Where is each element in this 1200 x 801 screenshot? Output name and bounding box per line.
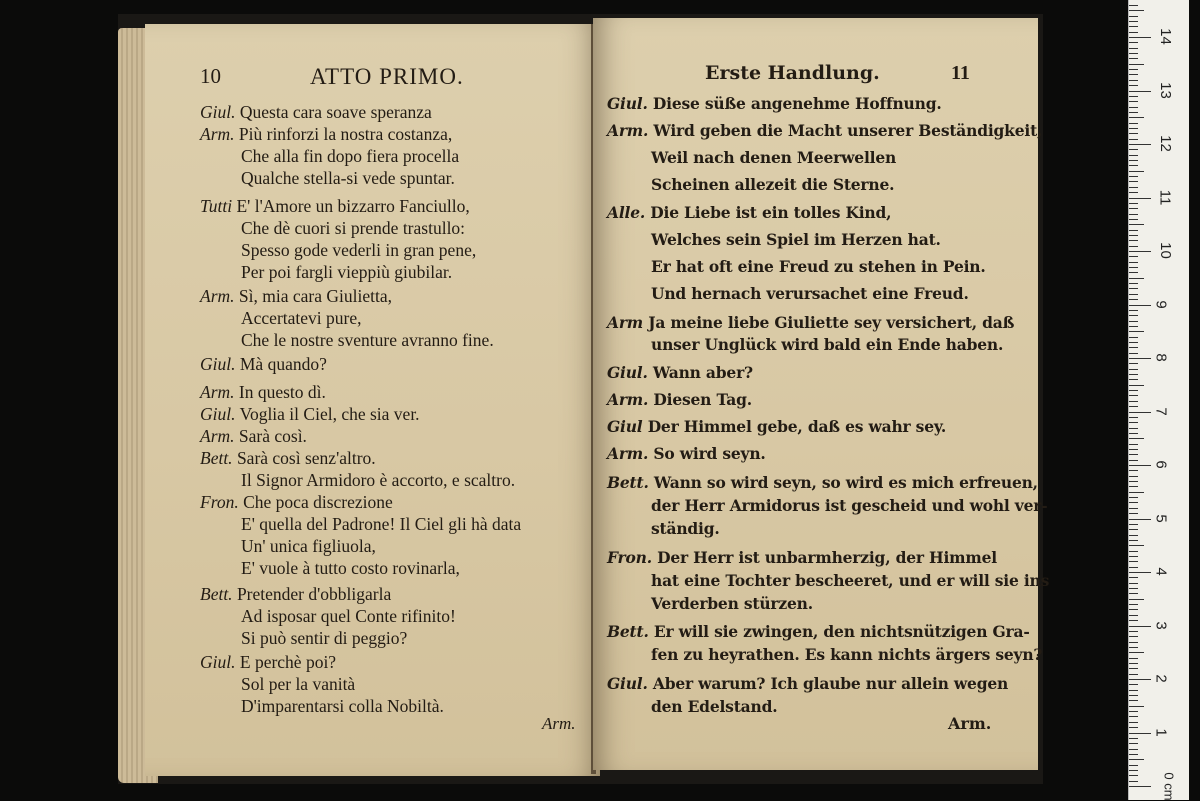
ruler-tick: [1129, 246, 1138, 247]
ruler-number: 10: [1156, 242, 1174, 259]
ruler-tick: [1129, 139, 1138, 140]
ruler-tick: [1129, 706, 1144, 707]
ruler-tick: [1129, 716, 1138, 717]
ruler-tick: [1129, 305, 1151, 306]
line-text: Che le nostre sventure avranno fine.: [241, 330, 494, 350]
ruler-tick: [1129, 256, 1138, 257]
line-text: Sol per la vanità: [241, 674, 356, 694]
text-line: [200, 492, 393, 512]
ruler-tick: [1129, 700, 1138, 701]
left-page-number: 10: [200, 64, 221, 88]
ruler-tick: [1129, 540, 1138, 541]
line-text: Ad isposar quel Conte rifinito!: [241, 606, 456, 626]
ruler-tick: [1129, 609, 1138, 610]
ruler-tick: [1129, 577, 1138, 578]
ruler-tick: [1129, 278, 1144, 279]
ruler-number: 3: [1152, 620, 1170, 630]
speaker-label: Bett.: [200, 448, 233, 468]
ruler-tick: [1129, 395, 1138, 396]
line-text: den Edelstand.: [651, 697, 778, 716]
line-text: Und hernach verursachet eine Freud.: [651, 284, 969, 303]
right-catchword: Arm.: [948, 714, 992, 733]
ruler-tick: [1129, 315, 1138, 316]
line-text: E perchè poi?: [239, 652, 337, 672]
speaker-label: Arm.: [200, 124, 235, 144]
line-text: Der Himmel gebe, daß es wahr sey.: [647, 417, 947, 436]
speaker-label: Arm: [607, 313, 643, 332]
ruler-tick: [1129, 176, 1138, 177]
ruler-tick: [1129, 112, 1138, 113]
ruler-tick: [1129, 454, 1138, 455]
ruler-tick: [1129, 198, 1151, 199]
text-line: [241, 558, 460, 578]
ruler-number: 7: [1152, 406, 1170, 416]
text-line: [241, 470, 515, 490]
speaker-label: Giul.: [607, 674, 648, 693]
text-line: [651, 335, 1003, 355]
ruler-tick: [1129, 42, 1138, 43]
speaker-label: Giul.: [200, 404, 236, 424]
ruler-tick: [1129, 519, 1151, 520]
ruler-tick: [1129, 21, 1138, 22]
left-page: [145, 24, 600, 776]
ruler-tick: [1129, 759, 1144, 760]
ruler-tick: [1129, 545, 1144, 546]
line-text: der Herr Armidorus ist gescheid und wohl ver-: [651, 496, 1048, 515]
ruler-tick: [1129, 508, 1138, 509]
ruler-tick: [1129, 567, 1138, 568]
ruler-tick: [1129, 711, 1138, 712]
text-line: [241, 146, 459, 166]
line-text: E' quella del Padrone! Il Ciel gli hà data: [241, 514, 522, 534]
ruler-tick: [1129, 58, 1138, 59]
line-text: Wird geben die Macht unserer Beständigkeit,: [653, 121, 1043, 140]
ruler-tick: [1129, 749, 1138, 750]
ruler-tick: [1129, 599, 1144, 600]
line-text: Che alla fin dopo fiera procella: [241, 146, 460, 166]
line-text: So wird seyn.: [653, 444, 766, 463]
speaker-label: Giul.: [607, 363, 648, 382]
text-line: [241, 168, 455, 188]
text-line: [241, 628, 407, 648]
right-page-number: 11: [951, 62, 970, 84]
ruler-number: 4: [1152, 567, 1170, 576]
line-text: Per poi fargli vieppiù giubilar.: [241, 262, 453, 282]
ruler-tick: [1129, 379, 1138, 380]
line-text: Che poca discrezione: [243, 492, 393, 512]
text-line: [651, 175, 894, 195]
text-line: [200, 404, 420, 424]
speaker-label: Alle.: [607, 203, 646, 222]
ruler-tick: [1129, 235, 1138, 236]
text-line: [241, 674, 355, 694]
ruler-tick: [1129, 556, 1138, 557]
ruler-tick: [1129, 347, 1138, 348]
text-line: [200, 584, 391, 604]
text-line: [607, 203, 891, 223]
line-text: Diese süße angenehme Hoffnung.: [652, 94, 942, 113]
ruler-tick: [1129, 658, 1138, 659]
speaker-label: Bett.: [200, 584, 233, 604]
text-line: [651, 284, 969, 304]
ruler-tick: [1129, 85, 1138, 86]
line-text: fen zu heyrathen. Es kann nichts ärgers seyn?: [651, 645, 1043, 664]
line-text: Che dè cuori si prende trastullo:: [241, 218, 466, 238]
ruler-tick: [1129, 390, 1138, 391]
ruler-tick: [1129, 155, 1138, 156]
ruler-tick: [1129, 5, 1138, 6]
line-text: D'imparentarsi colla Nobiltà.: [241, 696, 444, 716]
speaker-label: Arm.: [200, 426, 235, 446]
ruler-number: 11: [1156, 189, 1174, 205]
ruler-tick: [1129, 513, 1138, 514]
text-line: [607, 548, 997, 568]
ruler-tick: [1129, 91, 1151, 92]
ruler-tick: [1129, 294, 1138, 295]
text-line: [241, 330, 494, 350]
ruler-tick: [1129, 449, 1138, 450]
ruler-tick: [1129, 16, 1138, 17]
ruler-tick: [1129, 208, 1138, 209]
ruler-tick: [1129, 48, 1138, 49]
text-line: [200, 448, 376, 468]
ruler-tick: [1129, 288, 1138, 289]
line-text: Wann so wird seyn, so wird es mich erfreuen,: [653, 473, 1038, 492]
ruler-tick: [1129, 37, 1151, 38]
text-line: [607, 417, 946, 437]
speaker-label: Arm.: [607, 390, 649, 409]
ruler-tick: [1129, 652, 1144, 653]
ruler-tick: [1129, 438, 1144, 439]
ruler-tick: [1129, 422, 1138, 423]
line-text: Pretender d'obbligarla: [236, 584, 392, 604]
text-line: [607, 674, 1008, 694]
ruler-tick: [1129, 636, 1138, 637]
ruler-tick: [1129, 64, 1144, 65]
ruler-tick: [1129, 358, 1151, 359]
ruler-tick: [1129, 331, 1144, 332]
text-line: [241, 514, 521, 534]
ruler-tick: [1129, 149, 1138, 150]
ruler-tick: [1129, 486, 1138, 487]
left-catchword: Arm.: [542, 714, 576, 733]
text-line: [200, 354, 327, 374]
ruler-tick: [1129, 428, 1138, 429]
line-text: Questa cara soave speranza: [239, 102, 432, 122]
ruler-tick: [1129, 588, 1138, 589]
text-line: [607, 622, 1030, 642]
ruler-tick: [1129, 230, 1138, 231]
ruler-tick: [1129, 262, 1138, 263]
ruler-tick: [1129, 738, 1138, 739]
ruler-tick: [1129, 765, 1138, 766]
speaker-label: Giul.: [200, 102, 236, 122]
line-text: Diesen Tag.: [653, 390, 752, 409]
line-text: E' l'Amore un bizzarro Fanciullo,: [236, 196, 470, 216]
speaker-label: Fron.: [200, 492, 239, 512]
line-text: Sì, mia cara Giulietta,: [238, 286, 392, 306]
ruler-tick: [1129, 690, 1138, 691]
speaker-label: Giul.: [200, 354, 236, 374]
text-line: [651, 594, 813, 614]
ruler-tick: [1129, 684, 1138, 685]
line-text: Sarà così.: [238, 426, 307, 446]
ruler-tick: [1129, 722, 1138, 723]
ruler-tick: [1129, 74, 1138, 75]
line-text: hat eine Tochter bescheeret, und er will sie ins: [651, 571, 1050, 590]
line-text: Welches sein Spiel im Herzen hat.: [651, 230, 941, 249]
ruler-tick: [1129, 272, 1138, 273]
ruler-number: 6: [1152, 460, 1170, 469]
text-line: [241, 536, 376, 556]
line-text: Spesso gode vederli in gran pene,: [241, 240, 477, 260]
text-line: [241, 696, 444, 716]
ruler-tick: [1129, 385, 1144, 386]
ruler-tick: [1129, 144, 1151, 145]
ruler-tick: [1129, 53, 1138, 54]
ruler-tick: [1129, 642, 1138, 643]
text-line: [241, 262, 452, 282]
line-text: In questo dì.: [238, 382, 326, 402]
line-text: Un' unica figliuola,: [241, 536, 376, 556]
ruler-number: 2: [1152, 674, 1170, 683]
speaker-label: Tutti: [200, 196, 233, 216]
ruler-tick: [1129, 786, 1151, 787]
ruler-tick: [1129, 80, 1138, 81]
ruler-tick: [1129, 620, 1138, 621]
ruler-tick: [1129, 219, 1138, 220]
ruler-tick: [1129, 604, 1138, 605]
ruler-tick: [1129, 572, 1151, 573]
ruler-tick: [1129, 369, 1138, 370]
text-line: [651, 230, 941, 250]
ruler-tick: [1129, 535, 1138, 536]
ruler-tick: [1129, 117, 1144, 118]
ruler-tick: [1129, 615, 1138, 616]
ruler-number: 12: [1156, 135, 1174, 152]
speaker-label: Bett.: [607, 622, 649, 641]
text-line: [607, 363, 753, 383]
text-line: [200, 286, 392, 306]
ruler-tick: [1129, 107, 1138, 108]
ruler-tick: [1129, 593, 1138, 594]
ruler-tick: [1129, 561, 1138, 562]
ruler-tick: [1129, 310, 1138, 311]
ruler-number: 8: [1152, 353, 1170, 362]
line-text: Ja meine liebe Giuliette sey versichert, daß: [648, 313, 1015, 332]
ruler-tick: [1129, 476, 1138, 477]
ruler-tick: [1129, 465, 1151, 466]
ruler-tick: [1129, 679, 1151, 680]
ruler-number: 14: [1156, 28, 1174, 45]
ruler-tick: [1129, 181, 1138, 182]
line-text: Aber warum? Ich glaube nur allein wegen: [652, 674, 1009, 693]
line-text: Wann aber?: [652, 363, 753, 382]
ruler-tick: [1129, 481, 1138, 482]
ruler-tick: [1129, 470, 1138, 471]
ruler-tick: [1129, 353, 1138, 354]
ruler-tick: [1129, 631, 1138, 632]
ruler-tick: [1129, 214, 1138, 215]
line-text: Weil nach denen Meerwellen: [651, 148, 897, 167]
ruler-tick: [1129, 128, 1138, 129]
text-line: [241, 240, 476, 260]
ruler-tick: [1129, 96, 1138, 97]
ruler-tick: [1129, 663, 1138, 664]
ruler-tick: [1129, 26, 1138, 27]
ruler-tick: [1129, 733, 1151, 734]
speaker-label: Giul.: [607, 94, 648, 113]
text-line: [241, 218, 465, 238]
text-line: [651, 697, 777, 717]
ruler-tick: [1129, 775, 1138, 776]
ruler-tick: [1129, 101, 1138, 102]
text-line: [241, 606, 456, 626]
ruler-tick: [1129, 69, 1138, 70]
ruler-tick: [1129, 695, 1138, 696]
ruler-tick: [1129, 171, 1144, 172]
ruler-tick: [1129, 401, 1138, 402]
text-line: [607, 473, 1038, 493]
line-text: Mà quando?: [239, 354, 327, 374]
ruler-tick: [1129, 727, 1138, 728]
ruler-tick: [1129, 412, 1151, 413]
line-text: Verderben stürzen.: [651, 594, 813, 613]
line-text: Più rinforzi la nostra costanza,: [238, 124, 453, 144]
text-line: [200, 124, 452, 144]
ruler-tick: [1129, 417, 1138, 418]
speaker-label: Giul.: [200, 652, 236, 672]
ruler-tick: [1129, 267, 1138, 268]
text-line: [651, 519, 720, 539]
ruler-tick: [1129, 133, 1138, 134]
ruler-tick: [1129, 321, 1138, 322]
ruler-tick: [1129, 502, 1138, 503]
text-line: [200, 382, 326, 402]
ruler-number: 9: [1152, 299, 1170, 309]
text-line: [607, 444, 766, 464]
ruler-tick: [1129, 626, 1151, 627]
ruler-tick: [1129, 583, 1138, 584]
ruler-number: 13: [1156, 81, 1174, 99]
ruler-tick: [1129, 326, 1138, 327]
line-text: ständig.: [651, 519, 720, 538]
ruler-tick: [1129, 647, 1138, 648]
ruler-tick: [1129, 123, 1138, 124]
ruler-tick: [1129, 337, 1138, 338]
ruler-tick: [1129, 374, 1138, 375]
ruler-tick: [1129, 668, 1138, 669]
ruler-tick: [1129, 32, 1138, 33]
text-line: [607, 390, 752, 410]
line-text: Si può sentir di peggio?: [241, 628, 408, 648]
text-line: [200, 652, 336, 672]
speaker-label: Arm.: [607, 444, 649, 463]
ruler-tick: [1129, 363, 1138, 364]
text-line: [651, 148, 896, 168]
line-text: Scheinen allezeit die Sterne.: [651, 175, 895, 194]
ruler-tick: [1129, 551, 1138, 552]
ruler-tick: [1129, 165, 1138, 166]
ruler-tick: [1129, 192, 1138, 193]
ruler-tick: [1129, 529, 1138, 530]
line-text: unser Unglück wird bald ein Ende haben.: [651, 335, 1004, 354]
ruler-tick: [1129, 251, 1151, 252]
right-page: [593, 18, 1050, 770]
text-line: [607, 313, 1014, 333]
speaker-label: Arm.: [200, 382, 235, 402]
ruler-tick: [1129, 674, 1138, 675]
ruler-tick: [1129, 10, 1144, 11]
line-text: Il Signor Armidoro è accorto, e scaltro.: [241, 470, 516, 490]
ruler-unit: 0 cm: [1161, 772, 1177, 801]
text-line: [241, 308, 361, 328]
ruler-tick: [1129, 492, 1144, 493]
line-text: Er hat oft eine Freud zu stehen in Pein.: [651, 257, 986, 276]
ruler-tick: [1129, 754, 1138, 755]
speaker-label: Bett.: [607, 473, 649, 492]
ruler-tick: [1129, 203, 1138, 204]
speaker-label: Arm.: [200, 286, 235, 306]
line-text: Er will sie zwingen, den nichtsnützigen Gra-: [653, 622, 1030, 641]
ruler-tick: [1129, 460, 1138, 461]
ruler-tick: [1129, 283, 1138, 284]
ruler-tick: [1129, 299, 1138, 300]
ruler-tick: [1129, 160, 1138, 161]
left-running-title: ATTO PRIMO.: [310, 64, 464, 89]
text-line: [607, 121, 1042, 141]
text-line: [200, 196, 470, 216]
ruler-tick: [1129, 342, 1138, 343]
text-line: [607, 94, 942, 114]
measuring-ruler: [1128, 0, 1189, 800]
line-text: Qualche stella-si vede spuntar.: [241, 168, 455, 188]
ruler-tick: [1129, 444, 1138, 445]
ruler-tick: [1129, 406, 1138, 407]
speaker-label: Giul: [607, 417, 643, 436]
ruler-tick: [1129, 240, 1138, 241]
line-text: Voglia il Ciel, che sia ver.: [239, 404, 420, 424]
ruler-tick: [1129, 497, 1138, 498]
speaker-label: Fron.: [607, 548, 652, 567]
line-text: E' vuole à tutto costo rovinarla,: [241, 558, 460, 578]
ruler-number: 5: [1152, 513, 1170, 523]
ruler-tick: [1129, 743, 1138, 744]
text-line: [651, 645, 1042, 665]
text-line: [651, 571, 1049, 591]
ruler-number: 1: [1152, 727, 1170, 737]
text-line: [200, 102, 432, 122]
ruler-tick: [1129, 770, 1138, 771]
right-running-title: Erste Handlung.: [705, 62, 880, 84]
speaker-label: Arm.: [607, 121, 649, 140]
line-text: Der Herr ist unbarmherzig, der Himmel: [657, 548, 997, 567]
text-line: [651, 257, 986, 277]
text-line: [651, 496, 1047, 516]
ruler-tick: [1129, 524, 1138, 525]
text-line: [200, 426, 307, 446]
ruler-tick: [1129, 187, 1138, 188]
ruler-tick: [1129, 433, 1138, 434]
line-text: Accertatevi pure,: [241, 308, 362, 328]
ruler-tick: [1129, 781, 1138, 782]
line-text: Sarà così senz'altro.: [236, 448, 376, 468]
ruler-tick: [1129, 224, 1144, 225]
line-text: Die Liebe ist ein tolles Kind,: [650, 203, 892, 222]
